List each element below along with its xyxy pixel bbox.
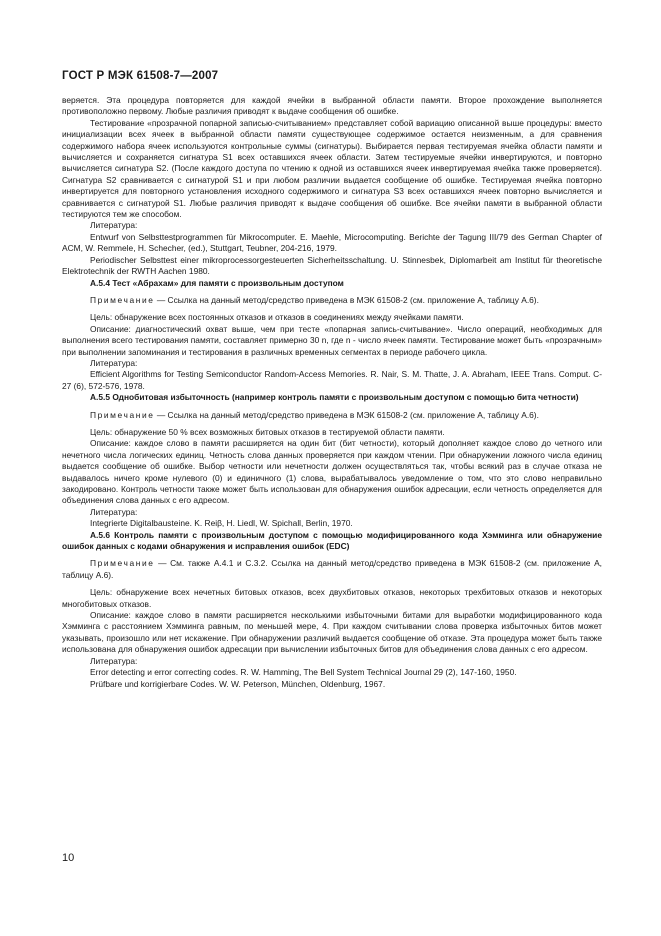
page-number: 10 (62, 852, 75, 864)
literature-label: Литература: (90, 220, 138, 231)
goal: Цель: обнаружение всех постоянных отказов и отказов в соединениях между ячейками памяти. (90, 312, 464, 323)
literature-label: Литература: (90, 506, 138, 517)
paragraph: веряется. Эта процедура повторяется для каждой ячейки в выбранной области памяти. Второе прохождение выполняется противоположно первому. Любые различия приводят к выдаче сообщения об ошибке. (62, 95, 602, 117)
goal: Цель: обнаружение 50 % всех возможных битовых отказов в тестируемой области памяти. (90, 426, 445, 437)
literature-label: Литература: (90, 357, 138, 368)
description: Описание: каждое слово в памяти расширяется на один бит (бит четности), который дополняет каждое слово до четного или нечетного числа логических единиц. Четность слова данных проверяется при каждом чтении. При обнаружении ложного числа единиц выдается сообщение об ошибке. Выбор четности или нечетности должен осуществляться так, чтобы всякий раз в случае отказа не выдавалось ничего кроме нулевого (0) и единичного (1) слова, вырабатывалось уведомление о том, что это слово неправильно закодировано. Контроль четности также может быть использован для обнаружения ошибок адресации, если четность определяется для объединения слова данных с его адресом. (62, 438, 602, 506)
note-label: Примечание (90, 294, 155, 305)
reference: Integrierte Digitalbausteine. K. Reiβ, H. Liedl, W. Spichall, Berlin, 1970. (90, 518, 353, 529)
literature-label: Литература: (90, 655, 138, 666)
reference: Periodischer Selbsttest einer mikroprocessorgesteuerten Sicherheitsschaltung. U. Stinnesbek, Diplomarbeit am Institut für theoretische Elektrotechnik der RWTH Aachen 1980. (62, 254, 602, 277)
document-body (62, 95, 602, 690)
note (62, 410, 602, 421)
reference: Prüfbare und korrigierbare Codes. W. W. Peterson, München, Oldenburg, 1967. (90, 678, 386, 689)
note-text: — Ссылка на данный метод/средство приведена в МЭК 61508-2 (см. приложение А, таблицу А.6). (156, 294, 539, 305)
description: Описание: каждое слово в памяти расширяется несколькими избыточными битами для выработки модифицированного кода Хэмминга с расстоянием Хэмминга равным, по меньшей мере, 4. При каждом считывании слова проверка избыточных битов может указывать, произошло или нет искажение. При обнаружении различий выдается сообщение об отказе. Эта процедура может быть также использована для обнаружения ошибок адресации при вычислении избыточных битов для объединения слова данных с его адресом. (62, 610, 602, 655)
section-heading: А.5.5 Однобитовая избыточность (например контроль памяти с произвольным доступом с помощью бита четности) (90, 392, 579, 403)
note-text: — Ссылка на данный метод/средство приведена в МЭК 61508-2 (см. приложение А, таблицу А.6). (156, 409, 539, 420)
note (62, 558, 602, 581)
paragraph: Тестирование «прозрачной попарной записью-считыванием» представляет собой вариацию описанной выше процедуры: вместо инициализации всех ячеек в выбранной области памяти существующее содержимое остается неизменным, а для сравнения содержимого набора ячеек используются контрольные суммы (сигнатуры). Выбирается первая тестируемая ячейка области памяти и вычисляется и сохраняется сигнатура S1 всех оставшихся ячеек области. Затем тестируемые ячейки инвертируются, и повторно вычисляется сигнатура S2. (После каждого доступа по чтению к одной из оставшихся ячеек инвертируемая ячейка также проверяется). Сигнатура S2 сравнивается с сигнатурой S1 и при любом различии выдается сообщение об ошибке. Тестируемая ячейка повторно инвертируется для повторного установления исходного содержимого и сигнатура S3 всех оставшихся ячеек повторно вычисляется и сравнивается с сигнатурой S1. Любые различия приводят к выдаче сообщения об ошибке. Все ячейки памяти в выбранной области тестируются тем же способом. (62, 117, 602, 220)
description: Описание: диагностический охват выше, чем при тесте «попарная запись-считывание». Число операций, необходимых для выполнения всего тестирования памяти, составляет примерно 30 n, где n - число ячеек памяти. Тестирование может быть «прозрачным» при выполнении запоминания и тестирования в различных временных сегментах в периоде рабочего цикла. (62, 323, 602, 357)
goal: Цель: обнаружение всех нечетных битовых отказов, всех двухбитовых отказов, некоторых трехбитовых отказов и некоторых многобитовых отказов. (62, 587, 602, 609)
reference: Efficient Algorithms for Testing Semiconductor Random-Access Memories. R. Nair, S. M. Thatte, J. A. Abraham, IEEE Trans. Comput. C-27 (6), 572-576, 1978. (62, 369, 602, 391)
section-heading: А.5.6 Контроль памяти с произвольным доступом с помощью модифицированного кода Хэмминга или обнаружение ошибок данных с кодами обнаружения и исправления ошибок (EDC) (62, 529, 602, 552)
note (62, 295, 602, 306)
section-heading: А.5.4 Тест «Абрахам» для памяти с произвольным доступом (90, 277, 344, 288)
page-header-title: ГОСТ Р МЭК 61508-7—2007 (62, 70, 219, 82)
note-text: — См. также А.4.1 и С.3.2. Ссылка на данный метод/средство приведена в МЭК 61508-2 (см. приложение А, таблицу А.6). (62, 558, 603, 580)
reference: Entwurf von Selbsttestprogrammen für Mikrocomputer. E. Maehle, Microcomputing. Berichte der Tagung III/79 des German Chapter of ACM, W. Remmele, H. Schecher, (ed.), Stuttgart, Teubner, 204-216, 1979. (62, 231, 602, 254)
note-label: Примечание (90, 558, 155, 569)
note-label: Примечание (90, 409, 155, 420)
reference: Error detecting и error correcting codes. R. W. Hamming, The Bell System Technical Journal 29 (2), 147-160, 1950. (90, 667, 517, 678)
